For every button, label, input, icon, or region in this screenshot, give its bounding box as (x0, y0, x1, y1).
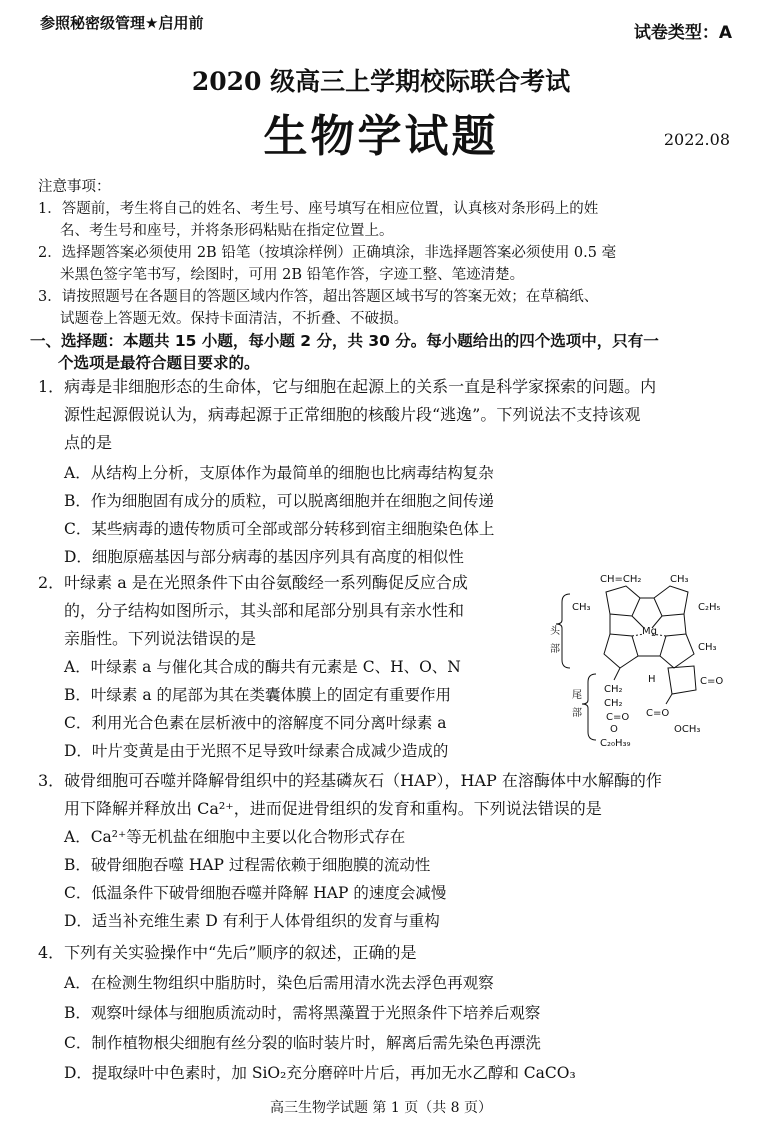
figure-co: C=O (700, 676, 724, 687)
figure-ch3: CH₃ (670, 574, 689, 585)
figure-och3: OCH₃ (674, 724, 701, 735)
page-footer: 高三生物学试题 第 1 页（共 8 页） (269, 1100, 493, 1116)
q4-stem: 4．下列有关实验操作中“先后”顺序的叙述，正确的是 (38, 943, 417, 962)
figure-h: H (648, 674, 656, 685)
figure-vinyl: CH=CH₂ (600, 574, 642, 585)
exam-title: 2020 级高三上学期校际联合考试 (191, 67, 571, 96)
figure-ch3: CH₃ (698, 642, 717, 653)
figure-tail-label-2: 部 (572, 708, 582, 719)
q1-option-d: D．细胞原癌基因与部分病毒的基因序列具有高度的相似性 (64, 548, 464, 566)
notes-line: 2．选择题答案必须使用 2B 铅笔（按填涂样例）正确填涂，非选择题答案必须使用 0.5 毫 (38, 245, 617, 261)
q3-stem: 3．破骨细胞可吞噬并降解骨组织中的羟基磷灰石（HAP），HAP 在溶酶体中水解酶的作 (38, 771, 662, 790)
q4-option-a: A．在检测生物组织中脂肪时，染色后需用清水洗去浮色再观察 (64, 974, 494, 992)
figure-ch2: CH₂ (604, 684, 623, 695)
exam-date: 2022.08 (663, 130, 730, 149)
q3-option-c: C．低温条件下破骨细胞吞噬并降解 HAP 的速度会减慢 (64, 884, 447, 902)
figure-c20h39: C₂₀H₃₉ (600, 738, 631, 749)
figure-head-label-1: 头 (550, 626, 560, 637)
q2-option-a: A．叶绿素 a 与催化其合成的酶共有元素是 C、H、O、N (64, 658, 461, 676)
q3-option-d: D．适当补充维生素 D 有利于人体骨组织的发育与重构 (64, 912, 440, 930)
figure-ch2: CH₂ (604, 698, 623, 709)
q2-stem: 2．叶绿素 a 是在光照条件下由谷氨酸经一系列酶促反应合成 (38, 573, 468, 592)
q2-option-d: D．叶片变黄是由于光照不足导致叶绿素合成减少造成的 (64, 742, 449, 760)
notes-heading: 注意事项： (38, 179, 111, 195)
q4-option-b: B．观察叶绿体与细胞质流动时，需将黑藻置于光照条件下培养后观察 (64, 1004, 541, 1022)
figure-head-label-2: 部 (550, 644, 560, 655)
figure-mg: Mg (642, 626, 657, 637)
q2-stem: 亲脂性。下列说法错误的是 (64, 629, 257, 648)
q1-stem: 点的是 (64, 433, 113, 452)
section-heading-cont: 个选项是最符合题目要求的。 (58, 354, 260, 372)
secrecy-label: 参照秘密级管理★启用前 (40, 14, 204, 32)
figure-c2h5: C₂H₅ (698, 602, 721, 613)
figure-o: O (610, 724, 618, 735)
q3-option-a: A．Ca²⁺等无机盐在细胞中主要以化合物形式存在 (64, 828, 406, 846)
chlorophyll-structure-figure (548, 572, 738, 752)
q4-option-d: D．提取绿叶中色素时，加 SiO₂充分磨碎叶片后，再加无水乙醇和 CaCO₃ (64, 1064, 576, 1082)
notes-line: 试题卷上答题无效。保持卡面清洁，不折叠、不破损。 (60, 311, 408, 327)
figure-co-ester: C=O (646, 708, 670, 719)
q1-stem: 源性起源假说认为，病毒起源于正常细胞的核酸片段“逃逸”。下列说法不支持该观 (64, 405, 641, 424)
q2-option-b: B．叶绿素 a 的尾部为其在类囊体膜上的固定有重要作用 (64, 686, 451, 704)
q2-stem: 的，分子结构如图所示，其头部和尾部分别具有亲水性和 (64, 601, 465, 620)
figure-tail-label-1: 尾 (572, 690, 582, 701)
q4-option-c: C．制作植物根尖细胞有丝分裂的临时装片时，解离后需先染色再漂洗 (64, 1034, 541, 1052)
q2-option-c: C．利用光合色素在层析液中的溶解度不同分离叶绿素 a (64, 714, 447, 732)
subject-title: 生物学试题 (263, 111, 499, 162)
section-heading: 一、选择题：本题共 15 小题，每小题 2 分，共 30 分。每小题给出的四个选项中，只有一 (30, 332, 659, 350)
q1-option-b: B．作为细胞固有成分的质粒，可以脱离细胞并在细胞之间传递 (64, 492, 494, 510)
notes-line: 1．答题前，考生将自己的姓名、考生号、座号填写在相应位置，认真核对条形码上的姓 (38, 201, 599, 217)
paper-type-label: 试卷类型：A (633, 23, 732, 43)
notes-line: 3．请按照题号在各题目的答题区域内作答，超出答题区域书写的答案无效；在草稿纸、 (38, 289, 599, 305)
q3-stem: 用下降解并释放出 Ca²⁺，进而促进骨组织的发育和重构。下列说法错误的是 (64, 799, 602, 818)
q1-stem: 1．病毒是非细胞形态的生命体，它与细胞在起源上的关系一直是科学家探索的问题。内 (38, 377, 657, 396)
figure-co-tail: C=O (606, 712, 630, 723)
q1-option-a: A．从结构上分析，支原体作为最简单的细胞也比病毒结构复杂 (64, 464, 494, 482)
q1-option-c: C．某些病毒的遗传物质可全部或部分转移到宿主细胞染色体上 (64, 520, 495, 538)
notes-line: 名、考生号和座号，并将条形码粘贴在指定位置上。 (60, 223, 394, 239)
q3-option-b: B．破骨细胞吞噬 HAP 过程需依赖于细胞膜的流动性 (64, 856, 431, 874)
figure-ch3: CH₃ (572, 602, 591, 613)
notes-line: 米黑色签字笔书写，绘图时，可用 2B 铅笔作答，字迹工整、笔迹清楚。 (60, 267, 525, 283)
